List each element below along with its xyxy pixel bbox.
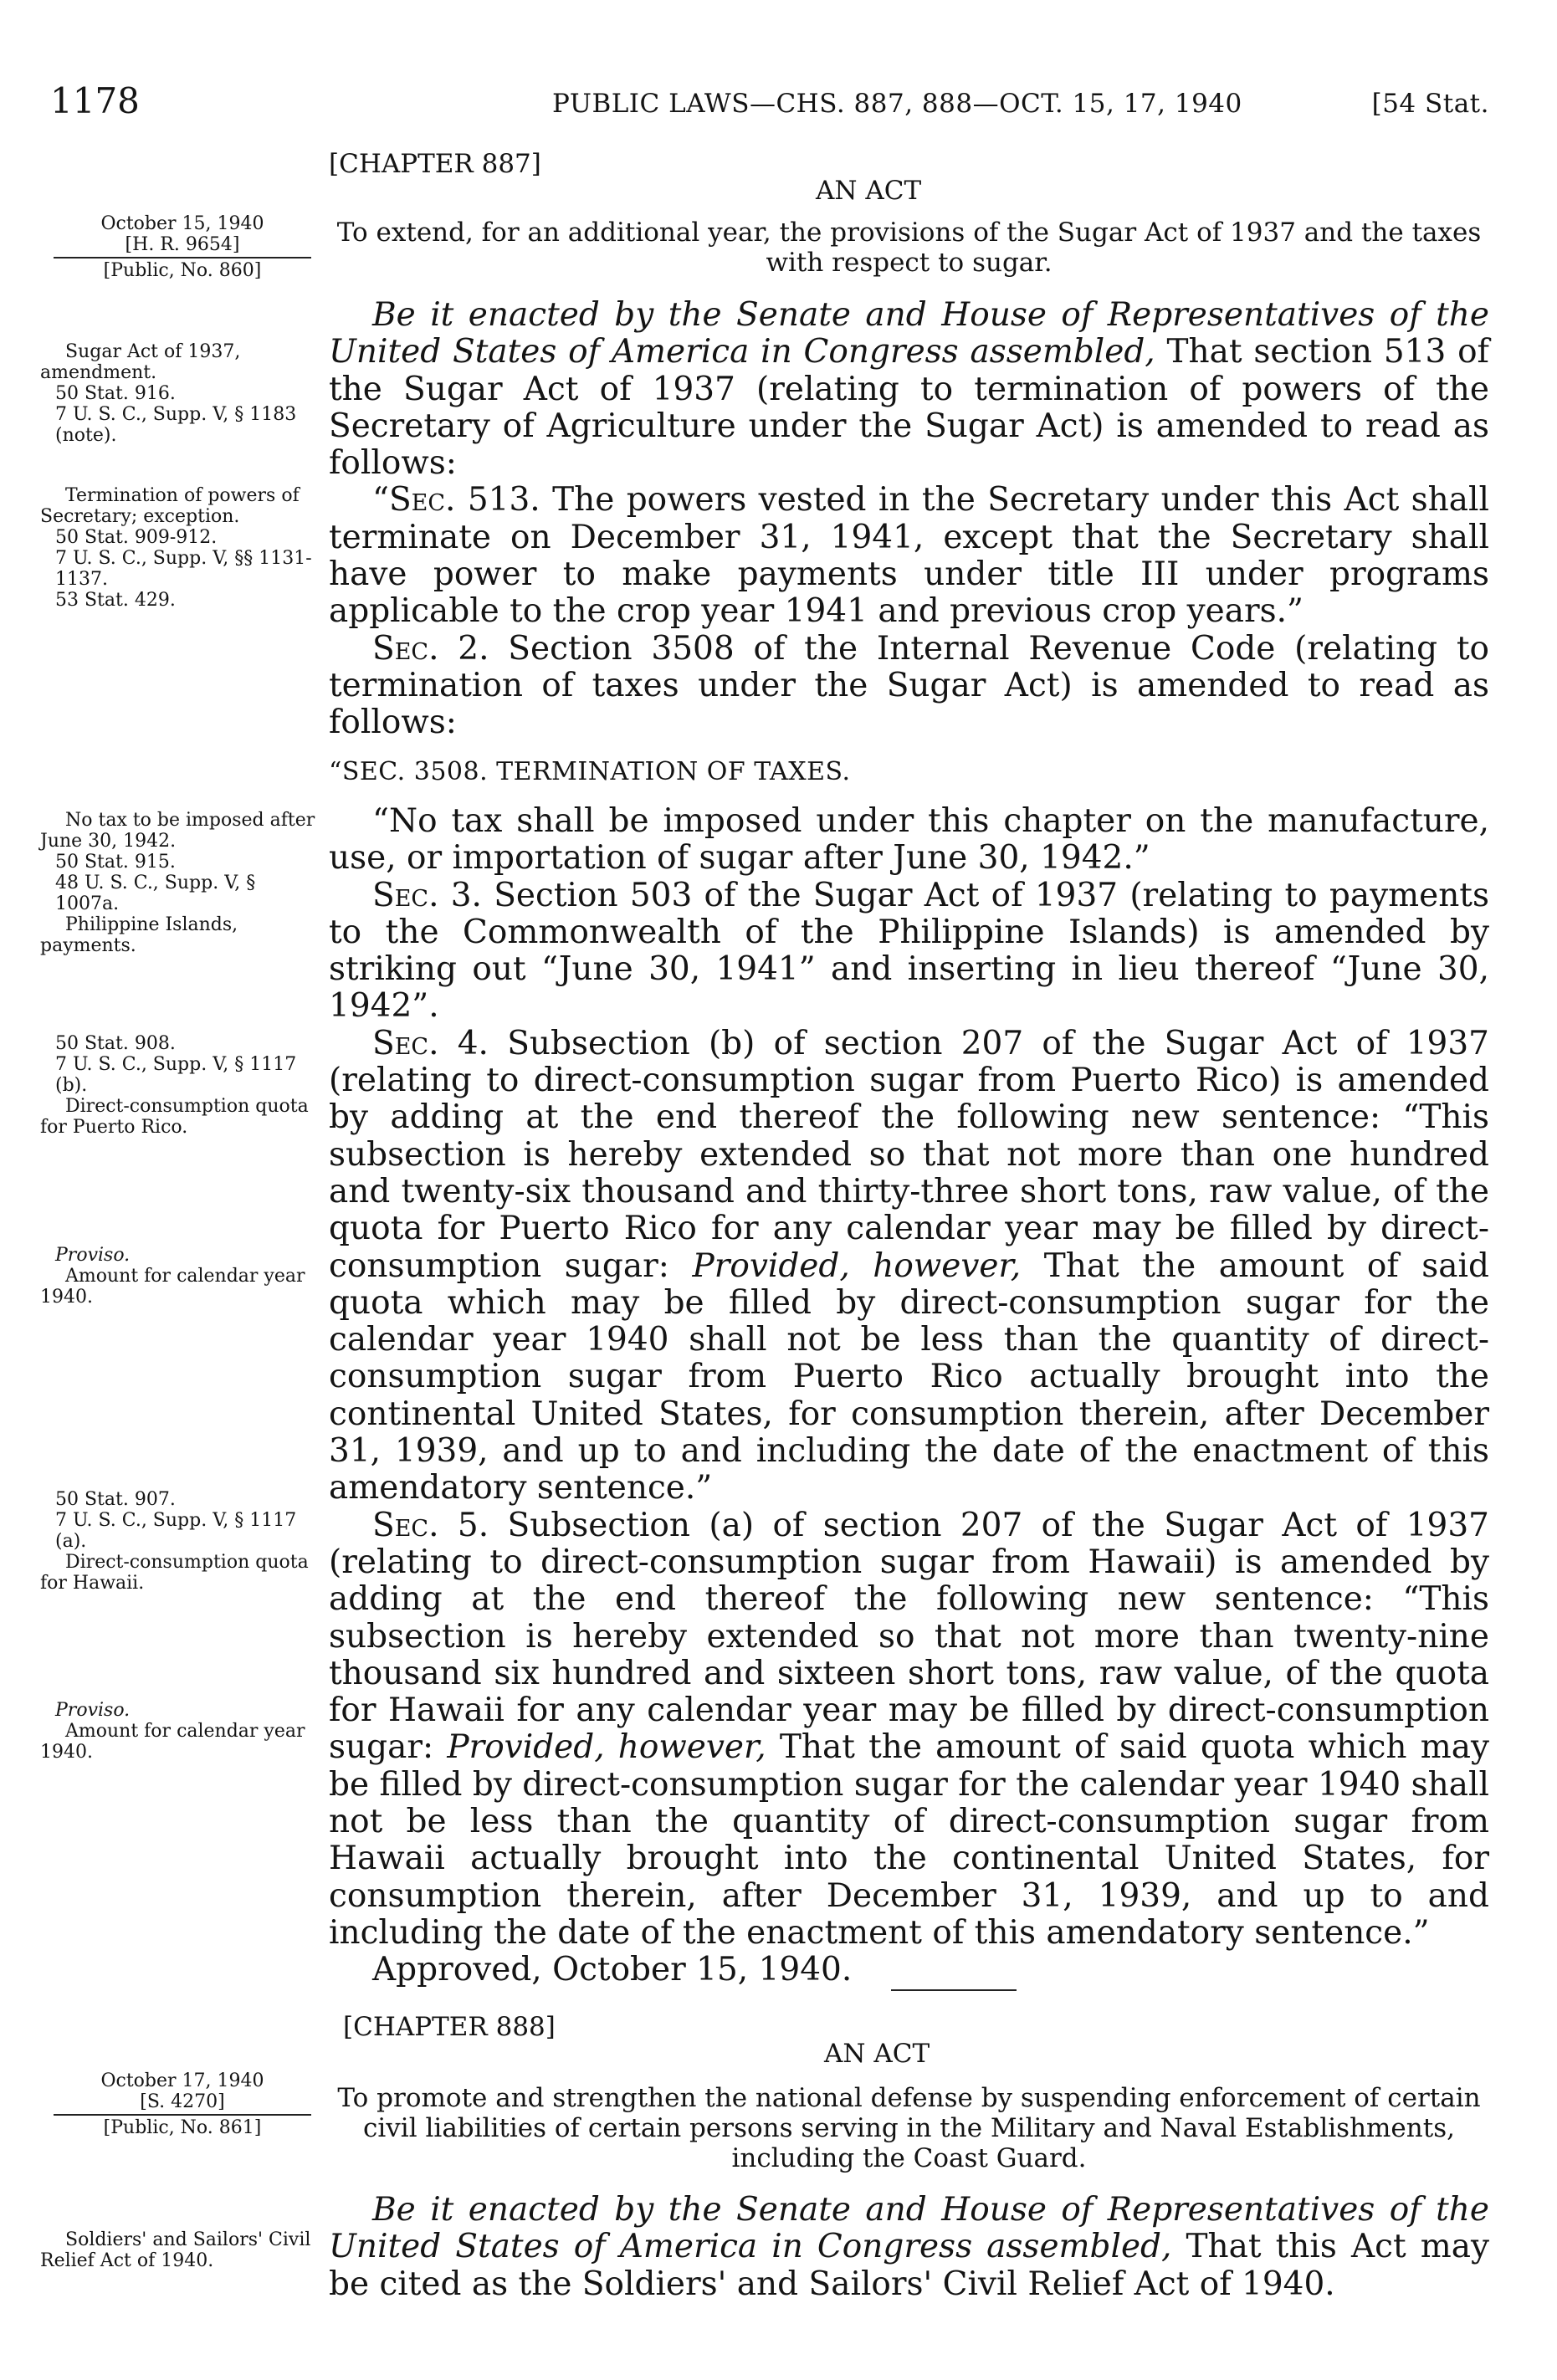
margin-note-line: Direct-consumption quota for Hawaii. [40, 1552, 309, 1594]
section-5-paragraph: Sec. 5. Subsection (a) of section 207 of the Sugar Act of 1937 (relating to direct-consumption sugar from Hawaii) is amended by adding at the end thereof the following new sentence: “This subsection is hereby extended so that not more than twenty-nine thousand six hundred and sixteen short tons, raw value, of the quota for Hawaii for any calendar year may be filled by direct-consumption sugar: Provided, however, That the amount of said quota which may be filled by direct-consumption sugar for the calendar year 1940 shall not be less than the quantity of direct-consumption sugar from Hawaii actually brought into the continental United States, for consumption therein, after December 31, 1939, and up to and including the date of the enactment of this amendatory sentence.” [329, 1506, 1489, 1952]
section-3508-heading: “SEC. 3508. TERMINATION OF TAXES. [329, 757, 851, 786]
chapter-divider [891, 1989, 1017, 1991]
margin-note-puerto-rico [40, 1033, 325, 1138]
margin-citation: 7 U. S. C., Supp. V, § 1183 (note). [55, 404, 297, 446]
margin-citation: 50 Stat. 915. [55, 852, 176, 873]
margin-note-line: No tax to be imposed after June 30, 1942. [40, 810, 315, 852]
chapter-888-act-title: AN ACT [824, 2039, 930, 2069]
margin-note-termination [40, 485, 325, 611]
margin-note-no-tax [40, 810, 325, 956]
chapter-887-label: [CHAPTER 887] [329, 149, 541, 179]
margin-citation: 7 U. S. C., Supp. V, § 1117 (b). [55, 1054, 297, 1096]
margin-rule [54, 2114, 311, 2116]
margin-note-line: Amount for calendar year 1940. [40, 1721, 305, 1763]
margin-note-line: Soldiers' and Sailors' Civil Relief Act of 1940. [40, 2229, 311, 2271]
margin-note-line: Termination of powers of Secretary; exception. [40, 485, 300, 527]
margin-citation: 48 U. S. C., Supp. V, § 1007a. [55, 873, 256, 914]
margin-citation: 50 Stat. 907. [55, 1489, 176, 1510]
bill-number: [H. R. 9654] [125, 234, 240, 255]
margin-note-enactment-888 [40, 2070, 325, 2138]
page-number: 1178 [50, 80, 140, 121]
margin-note-soldiers-sailors [40, 2229, 325, 2271]
margin-rule [54, 257, 311, 258]
margin-note-line: Amount for calendar year 1940. [40, 1266, 305, 1308]
margin-note-line: Direct-consumption quota for Puerto Rico. [40, 1096, 309, 1138]
enacting-clause-paragraph: Be it enacted by the Senate and House of Representatives of the United States of America in Congress assembled, That section 513 of the Sugar Act of 1937 (relating to termination of powers of the Secretary of Agriculture under the Sugar Act) is amended to read as follows: [329, 296, 1489, 483]
no-tax-paragraph: “No tax shall be imposed under this chapter on the manufacture, use, or importation of sugar after June 30, 1942.” [329, 802, 1489, 878]
proviso-label: Proviso. [55, 1245, 131, 1266]
section-513-paragraph: “Sec. 513. The powers vested in the Secretary under this Act shall terminate on December 31, 1941, except that the Secretary shall have power to make payments under title III under programs applicable to the crop year 1941 and previous crop years.” [329, 481, 1489, 631]
margin-note-sugar-act [40, 341, 325, 446]
chapter-887-act-title: AN ACT [816, 176, 922, 206]
running-title: PUBLIC LAWS—CHS. 887, 888—OCT. 15, 17, 1940 [552, 89, 1242, 119]
public-law-number: [Public, No. 860] [103, 260, 262, 281]
statute-volume: [54 Stat. [1371, 89, 1489, 119]
margin-note-proviso-pr [40, 1245, 325, 1308]
margin-citation: 50 Stat. 909-912. [55, 527, 218, 548]
enactment-date: October 17, 1940 [100, 2070, 264, 2091]
chapter-887-body-part-2 [329, 803, 1489, 1989]
section-3-paragraph: Sec. 3. Section 503 of the Sugar Act of 1937 (relating to payments to the Commonwealth of the Philippine Islands) is amended by striking out “June 30, 1941” and inserting in lieu thereof “June 30, 1942”. [329, 876, 1489, 1026]
enacting-clause: Be it enacted by the Senate and House of Representatives of the United States of America in Congress assembled, [329, 296, 1489, 371]
margin-citation: 7 U. S. C., Supp. V, § 1117 (a). [55, 1510, 297, 1552]
enacting-clause-paragraph: Be it enacted by the Senate and House of Representatives of the United States of America in Congress assembled, That this Act may be cited as the Soldiers' and Sailors' Civil Relief Act of 1940. [329, 2191, 1489, 2303]
margin-citation: 7 U. S. C., Supp. V, §§ 1131-1137. [55, 548, 312, 590]
public-law-number: [Public, No. 861] [103, 2117, 262, 2138]
section-4-paragraph: Sec. 4. Subsection (b) of section 207 of the Sugar Act of 1937 (relating to direct-consumption sugar from Puerto Rico) is amended by adding at the end thereof the following new sentence: “This subsection is hereby extended so that not more than one hundred and twenty-six thousand and thirty-three short tons, raw value, of the quota for Puerto Rico for any calendar year may be filled by direct-consumption sugar: Provided, however, That the amount of said quota which may be filled by direct-consumption sugar for the calendar year 1940 shall not be less than the quantity of direct-consumption sugar from Puerto Rico actually brought into the continental United States, for consumption therein, after December 31, 1939, and up to and including the date of the enactment of this amendatory sentence.” [329, 1024, 1489, 1507]
margin-note-enactment-887 [40, 213, 325, 281]
margin-note-line: Sugar Act of 1937, amendment. [40, 341, 241, 383]
margin-citation: 53 Stat. 429. [55, 590, 176, 611]
margin-citation: 50 Stat. 916. [55, 383, 176, 404]
margin-note-hawaii [40, 1489, 325, 1594]
margin-note-line: Philippine Islands, payments. [40, 914, 238, 956]
approval-line: Approved, October 15, 1940. [372, 1951, 853, 1989]
bill-number: [S. 4270] [140, 2091, 225, 2112]
enactment-date: October 15, 1940 [100, 213, 264, 234]
margin-citation: 50 Stat. 908. [55, 1033, 176, 1054]
chapter-888-label: [CHAPTER 888] [343, 2012, 556, 2042]
chapter-887-body-part-1 [329, 297, 1489, 742]
proviso-label: Proviso. [55, 1700, 131, 1721]
enacting-clause: Be it enacted by the Senate and House of Representatives of the United States of America in Congress assembled, [329, 2191, 1489, 2266]
chapter-888-body [329, 2192, 1489, 2303]
section-2-paragraph: Sec. 2. Section 3508 of the Internal Revenue Code (relating to termination of taxes under the Sugar Act) is amended to read as follows: [329, 629, 1489, 742]
margin-note-proviso-hawaii [40, 1700, 325, 1763]
chapter-888-purpose: To promote and strengthen the national defense by suspending enforcement of certain civil liabilities of certain persons serving in the Military and Naval Establishments, including the Coast Guard. [337, 2083, 1481, 2173]
running-head [50, 80, 1489, 134]
chapter-887-purpose: To extend, for an additional year, the provisions of the Sugar Act of 1937 and the taxes with respect to sugar. [336, 218, 1482, 278]
